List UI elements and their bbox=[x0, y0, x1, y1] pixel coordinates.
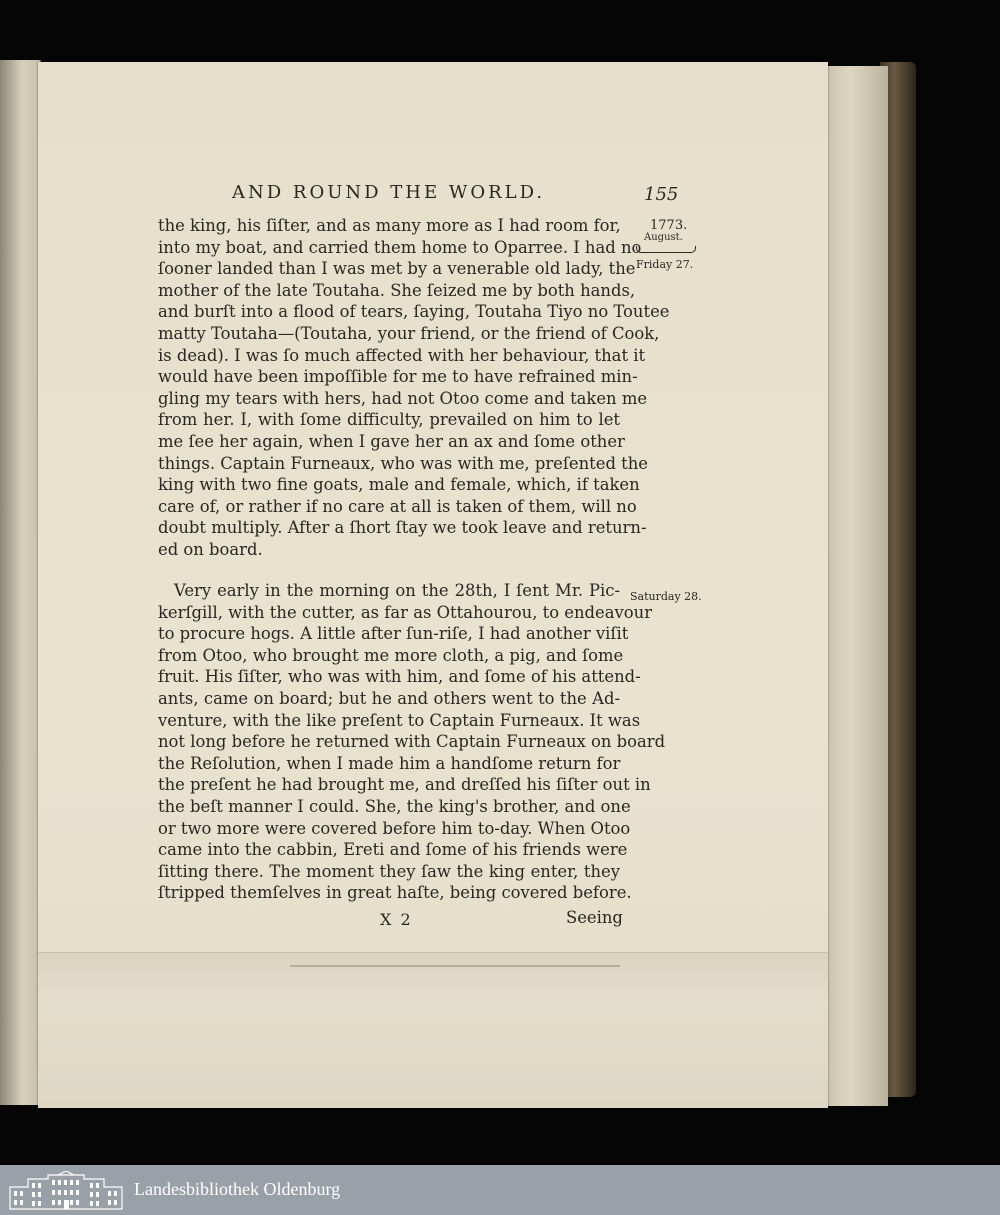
text-line: gling my tears with hers, had not Otoo come and taken me bbox=[158, 388, 648, 408]
text-line: or two more were covered before him to-day. When Otoo bbox=[158, 818, 631, 838]
margin-year: 1773. bbox=[650, 218, 688, 233]
margin-brace bbox=[636, 246, 696, 253]
text-line: the preſent he had brought me, and dreſſed his ſiſter out in bbox=[158, 775, 651, 795]
text-line: to procure hogs. A little after ſun-riſe, I had another viſit bbox=[158, 624, 629, 644]
library-footer bbox=[0, 1165, 1000, 1215]
text-line: not long before he returned with Captain Furneaux on board bbox=[158, 732, 666, 752]
text-line: from her. I, with ſome difficulty, prevailed on him to let bbox=[158, 410, 620, 430]
text-line: into my boat, and carried them home to Oparree. I had no bbox=[158, 237, 642, 257]
margin-date-friday: Friday 27. bbox=[636, 258, 694, 271]
text-line: ed on board. bbox=[158, 539, 263, 559]
text-line: the beſt manner I could. She, the king's brother, and one bbox=[158, 796, 631, 816]
text-line: matty Toutaha—(Toutaha, your friend, or the friend of Cook, bbox=[158, 323, 660, 343]
page-fold-area bbox=[38, 952, 828, 1108]
text-line: ſooner landed than I was met by a venerable old lady, the bbox=[158, 259, 636, 279]
text-line: fruit. His ſiſter, who was with him, and ſome of his attend- bbox=[158, 667, 641, 687]
library-building-icon bbox=[8, 1171, 124, 1211]
text-line: the king, his ſiſter, and as many more as I had room for, bbox=[158, 216, 621, 235]
text-line: came into the cabbin, Ereti and ſome of his friends were bbox=[158, 840, 628, 860]
text-line: me ſee her again, when I gave her an ax and ſome other bbox=[158, 431, 625, 451]
text-line: ſtripped themſelves in great haſte, being covered before. bbox=[158, 883, 632, 903]
text-line: king with two fine goats, male and female, which, if taken bbox=[158, 475, 640, 495]
text-line: and burſt into a flood of tears, ſaying, Toutaha Tiyo no Toutee bbox=[158, 302, 670, 322]
page-stack-edge bbox=[826, 66, 888, 1106]
text-line: the Reſolution, when I made him a handſome return for bbox=[158, 753, 621, 773]
page-number: 155 bbox=[644, 184, 679, 205]
library-name: Landesbibliothek Oldenburg bbox=[134, 1179, 341, 1199]
text-line: venture, with the like preſent to Captain Furneaux. It was bbox=[158, 710, 641, 730]
text-line: care of, or rather if no care at all is taken of them, will no bbox=[158, 496, 637, 516]
text-line: is dead). I was ſo much affected with her behaviour, that it bbox=[158, 345, 646, 365]
text-line: Very early in the morning on the 28th, I ſent Mr. Pic- bbox=[174, 581, 620, 600]
text-line: mother of the late Toutaha. She ſeized me by both hands, bbox=[158, 280, 636, 300]
margin-month: August. bbox=[644, 232, 683, 243]
text-line: kerſgill, with the cutter, as far as Ottahourou, to endeavour bbox=[158, 602, 653, 622]
fold-line bbox=[290, 965, 620, 967]
text-line: would have been impoſſible for me to have refrained min- bbox=[158, 367, 638, 387]
margin-date-saturday: Saturday 28. bbox=[630, 590, 702, 603]
text-line: from Otoo, who brought me more cloth, a pig, and ſome bbox=[158, 645, 624, 665]
text-line: things. Captain Furneaux, who was with me, preſented the bbox=[158, 453, 649, 473]
text-line: doubt multiply. After a ſhort ſtay we took leave and return- bbox=[158, 518, 647, 538]
signature-mark: X 2 bbox=[380, 910, 413, 929]
running-header: AND ROUND THE WORLD. bbox=[232, 182, 546, 203]
text-line: ants, came on board; but he and others went to the Ad- bbox=[158, 688, 620, 708]
catchword: Seeing bbox=[566, 908, 623, 927]
text-line: ſitting there. The moment they ſaw the king enter, they bbox=[158, 861, 620, 881]
left-page-edge bbox=[0, 60, 41, 1105]
